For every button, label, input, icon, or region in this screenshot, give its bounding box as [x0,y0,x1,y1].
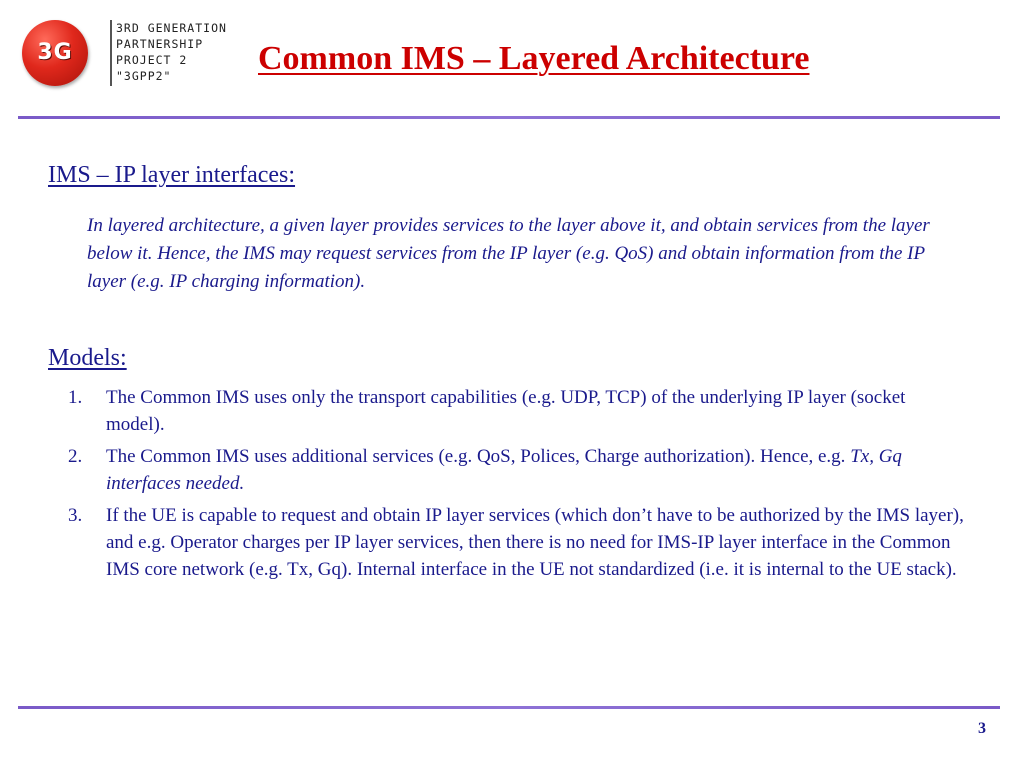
model-item-2 [48,443,968,497]
slide-title: Common IMS – Layered Architecture [258,40,810,77]
model-item-3 [48,502,968,583]
model-number: 1. [68,387,83,408]
logo-line-3: PROJECT 2 [116,53,188,67]
models-list [48,384,968,588]
logo-wordmark [116,20,227,84]
model-text: If the UE is capable to request and obtain IP layer services (which don’t have to be authorized by the IMS layer), and e.g. Operator charges per IP layer services, then there is no need for IMS-IP layer interface in the Common IMS core network (e.g. Tx, Gq). Internal interface in the UE not standardized (i.e. it is internal to the UE stack). [106,505,964,580]
models-heading: Models: [48,345,127,371]
logo-line-2: PARTNERSHIP [116,37,204,51]
model-text-italic: Tx, Gq interfaces needed. [106,446,902,494]
logo-divider [110,20,112,86]
top-divider [18,116,1000,119]
page-number: 3 [978,720,986,737]
bottom-divider [18,706,1000,709]
logo-mark-text: 3G [37,40,73,65]
model-text: The Common IMS uses only the transport capabilities (e.g. UDP, TCP) of the underlying IP layer (socket model). [106,387,906,435]
interfaces-heading: IMS – IP layer interfaces: [48,162,296,188]
model-number: 3. [68,505,83,526]
model-number: 2. [68,446,83,467]
logo-circle-mark [22,20,88,86]
3gpp2-logo [22,18,242,90]
model-item-1 [48,384,968,438]
logo-line-1: 3RD GENERATION [116,21,227,35]
logo-line-4: "3GPP2" [116,69,172,83]
model-text: The Common IMS uses additional services (e.g. QoS, Polices, Charge authorization). Hence, e.g. [106,446,851,467]
interfaces-paragraph: In layered architecture, a given layer provides services to the layer above it, and obtain services from the layer below it. Hence, the IMS may request services from the IP layer (e.g. QoS) and obtain information from the IP layer (e.g. IP charging information). [87,215,930,292]
